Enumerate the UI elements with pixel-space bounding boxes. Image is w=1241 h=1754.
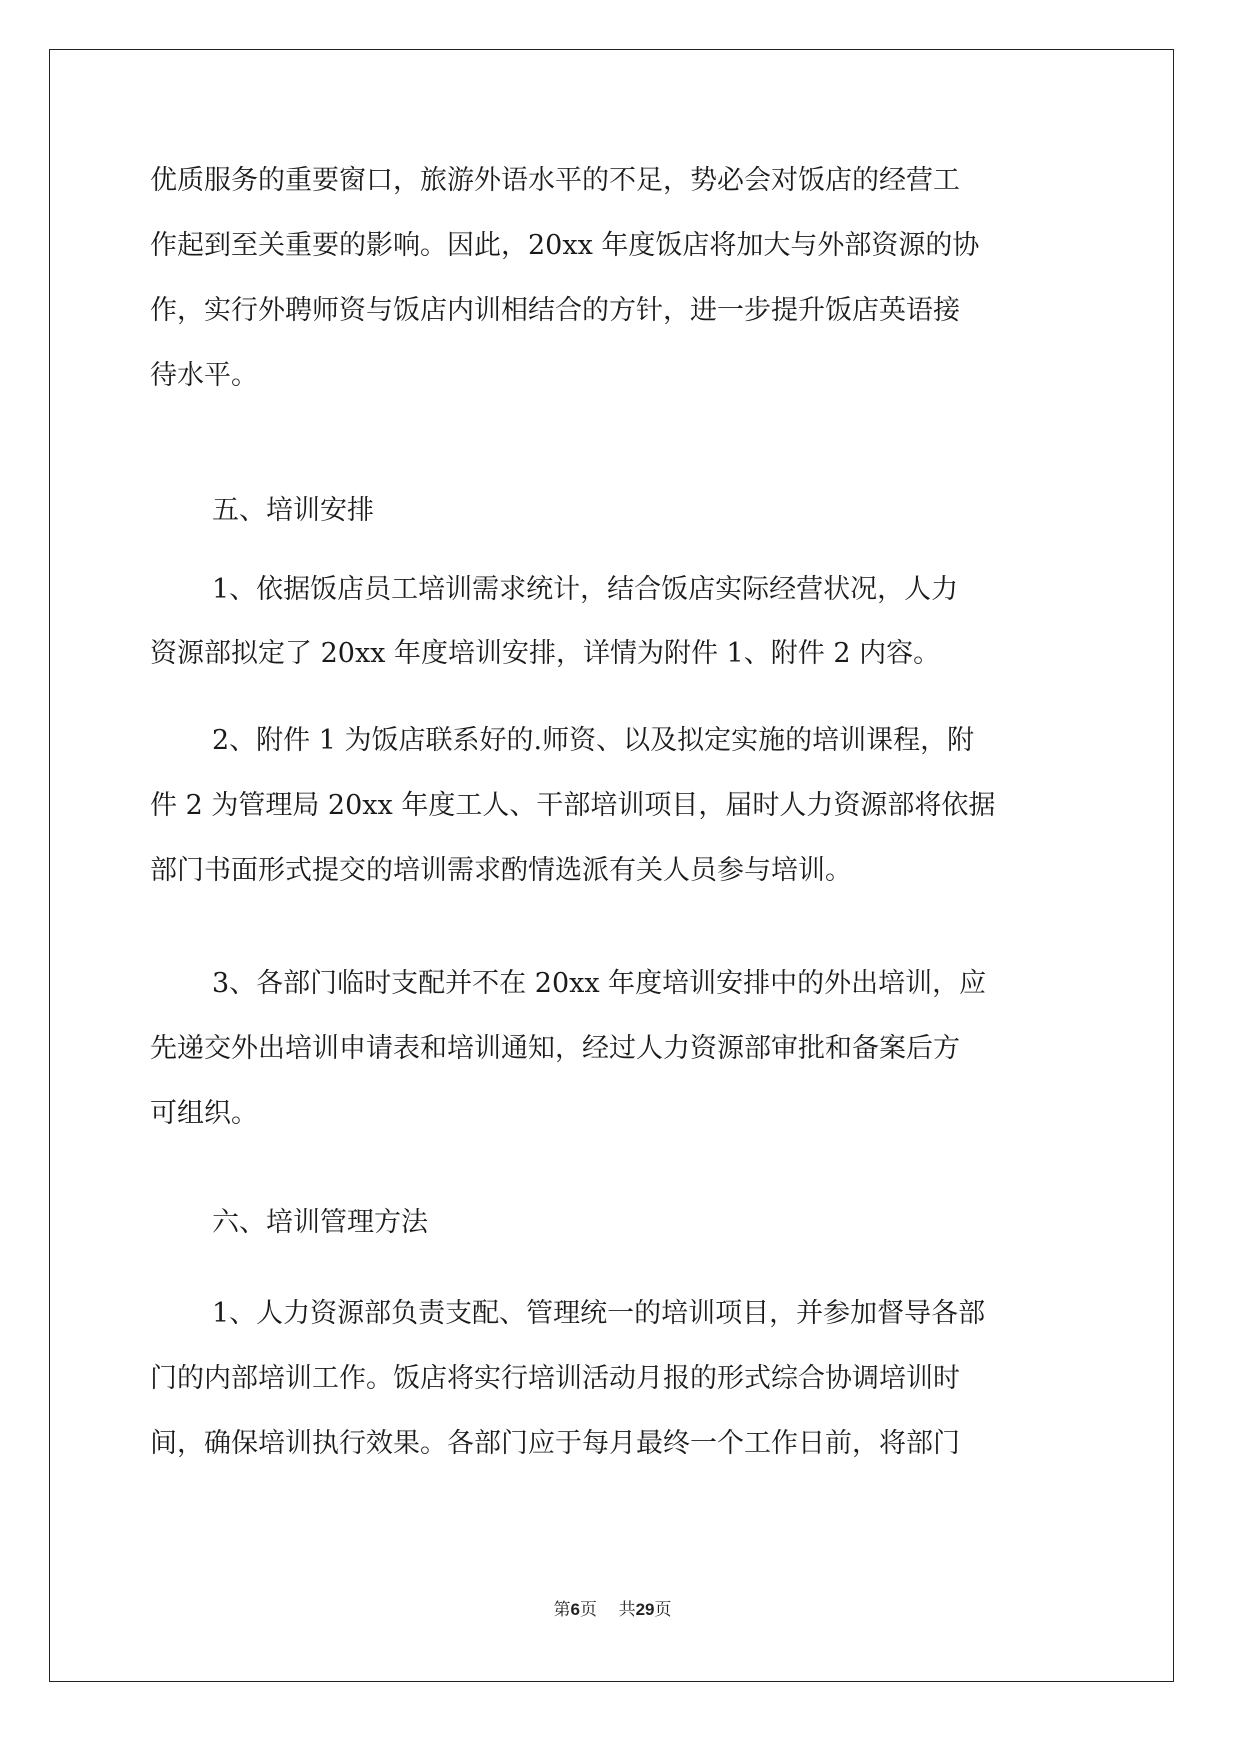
paragraph-line: 先递交外出培训申请表和培训通知，经过人力资源部审批和备案后方 bbox=[150, 1033, 960, 1064]
page-number-footer bbox=[0, 1595, 1225, 1620]
paragraph-line: 件 2 为管理局 20xx 年度工人、干部培训项目，届时人力资源部将依据 bbox=[150, 790, 996, 821]
page-prefix: 第 bbox=[553, 1600, 571, 1620]
total-suffix: 页 bbox=[654, 1600, 672, 1620]
paragraph-line: 1、人力资源部负责支配、管理统一的培训项目，并参加督导各部 bbox=[212, 1298, 986, 1329]
paragraph-line: 3、各部门临时支配并不在 20xx 年度培训安排中的外出培训，应 bbox=[212, 968, 987, 999]
page-suffix: 页 bbox=[579, 1600, 597, 1620]
paragraph-line: 部门书面形式提交的培训需求酌情选派有关人员参与培训。 bbox=[150, 855, 852, 886]
total-page-count: 29 bbox=[635, 1600, 655, 1619]
current-page-number: 6 bbox=[570, 1600, 580, 1619]
paragraph-line: 1、依据饭店员工培训需求统计，结合饭店实际经营状况，人力 bbox=[212, 574, 959, 605]
paragraph-line: 优质服务的重要窗口，旅游外语水平的不足，势必会对饭店的经营工 bbox=[150, 165, 960, 196]
paragraph-line: 可组织。 bbox=[150, 1098, 258, 1129]
section-heading: 六、培训管理方法 bbox=[212, 1207, 428, 1238]
section-heading: 五、培训安排 bbox=[212, 495, 374, 526]
paragraph-line: 作起到至关重要的影响。因此，20xx 年度饭店将加大与外部资源的协 bbox=[150, 230, 980, 261]
paragraph-line: 待水平。 bbox=[150, 360, 258, 391]
paragraph-line: 作，实行外聘师资与饭店内训相结合的方针，进一步提升饭店英语接 bbox=[150, 295, 960, 326]
paragraph-line: 2、附件 1 为饭店联系好的.师资、以及拟定实施的培训课程，附 bbox=[212, 725, 975, 756]
paragraph-line: 资源部拟定了 20xx 年度培训安排，详情为附件 1、附件 2 内容。 bbox=[150, 638, 941, 669]
paragraph-line: 门的内部培训工作。饭店将实行培训活动月报的形式综合协调培训时 bbox=[150, 1363, 960, 1394]
total-prefix: 共 bbox=[618, 1600, 636, 1620]
paragraph-line: 间，确保培训执行效果。各部门应于每月最终一个工作日前，将部门 bbox=[150, 1428, 960, 1459]
